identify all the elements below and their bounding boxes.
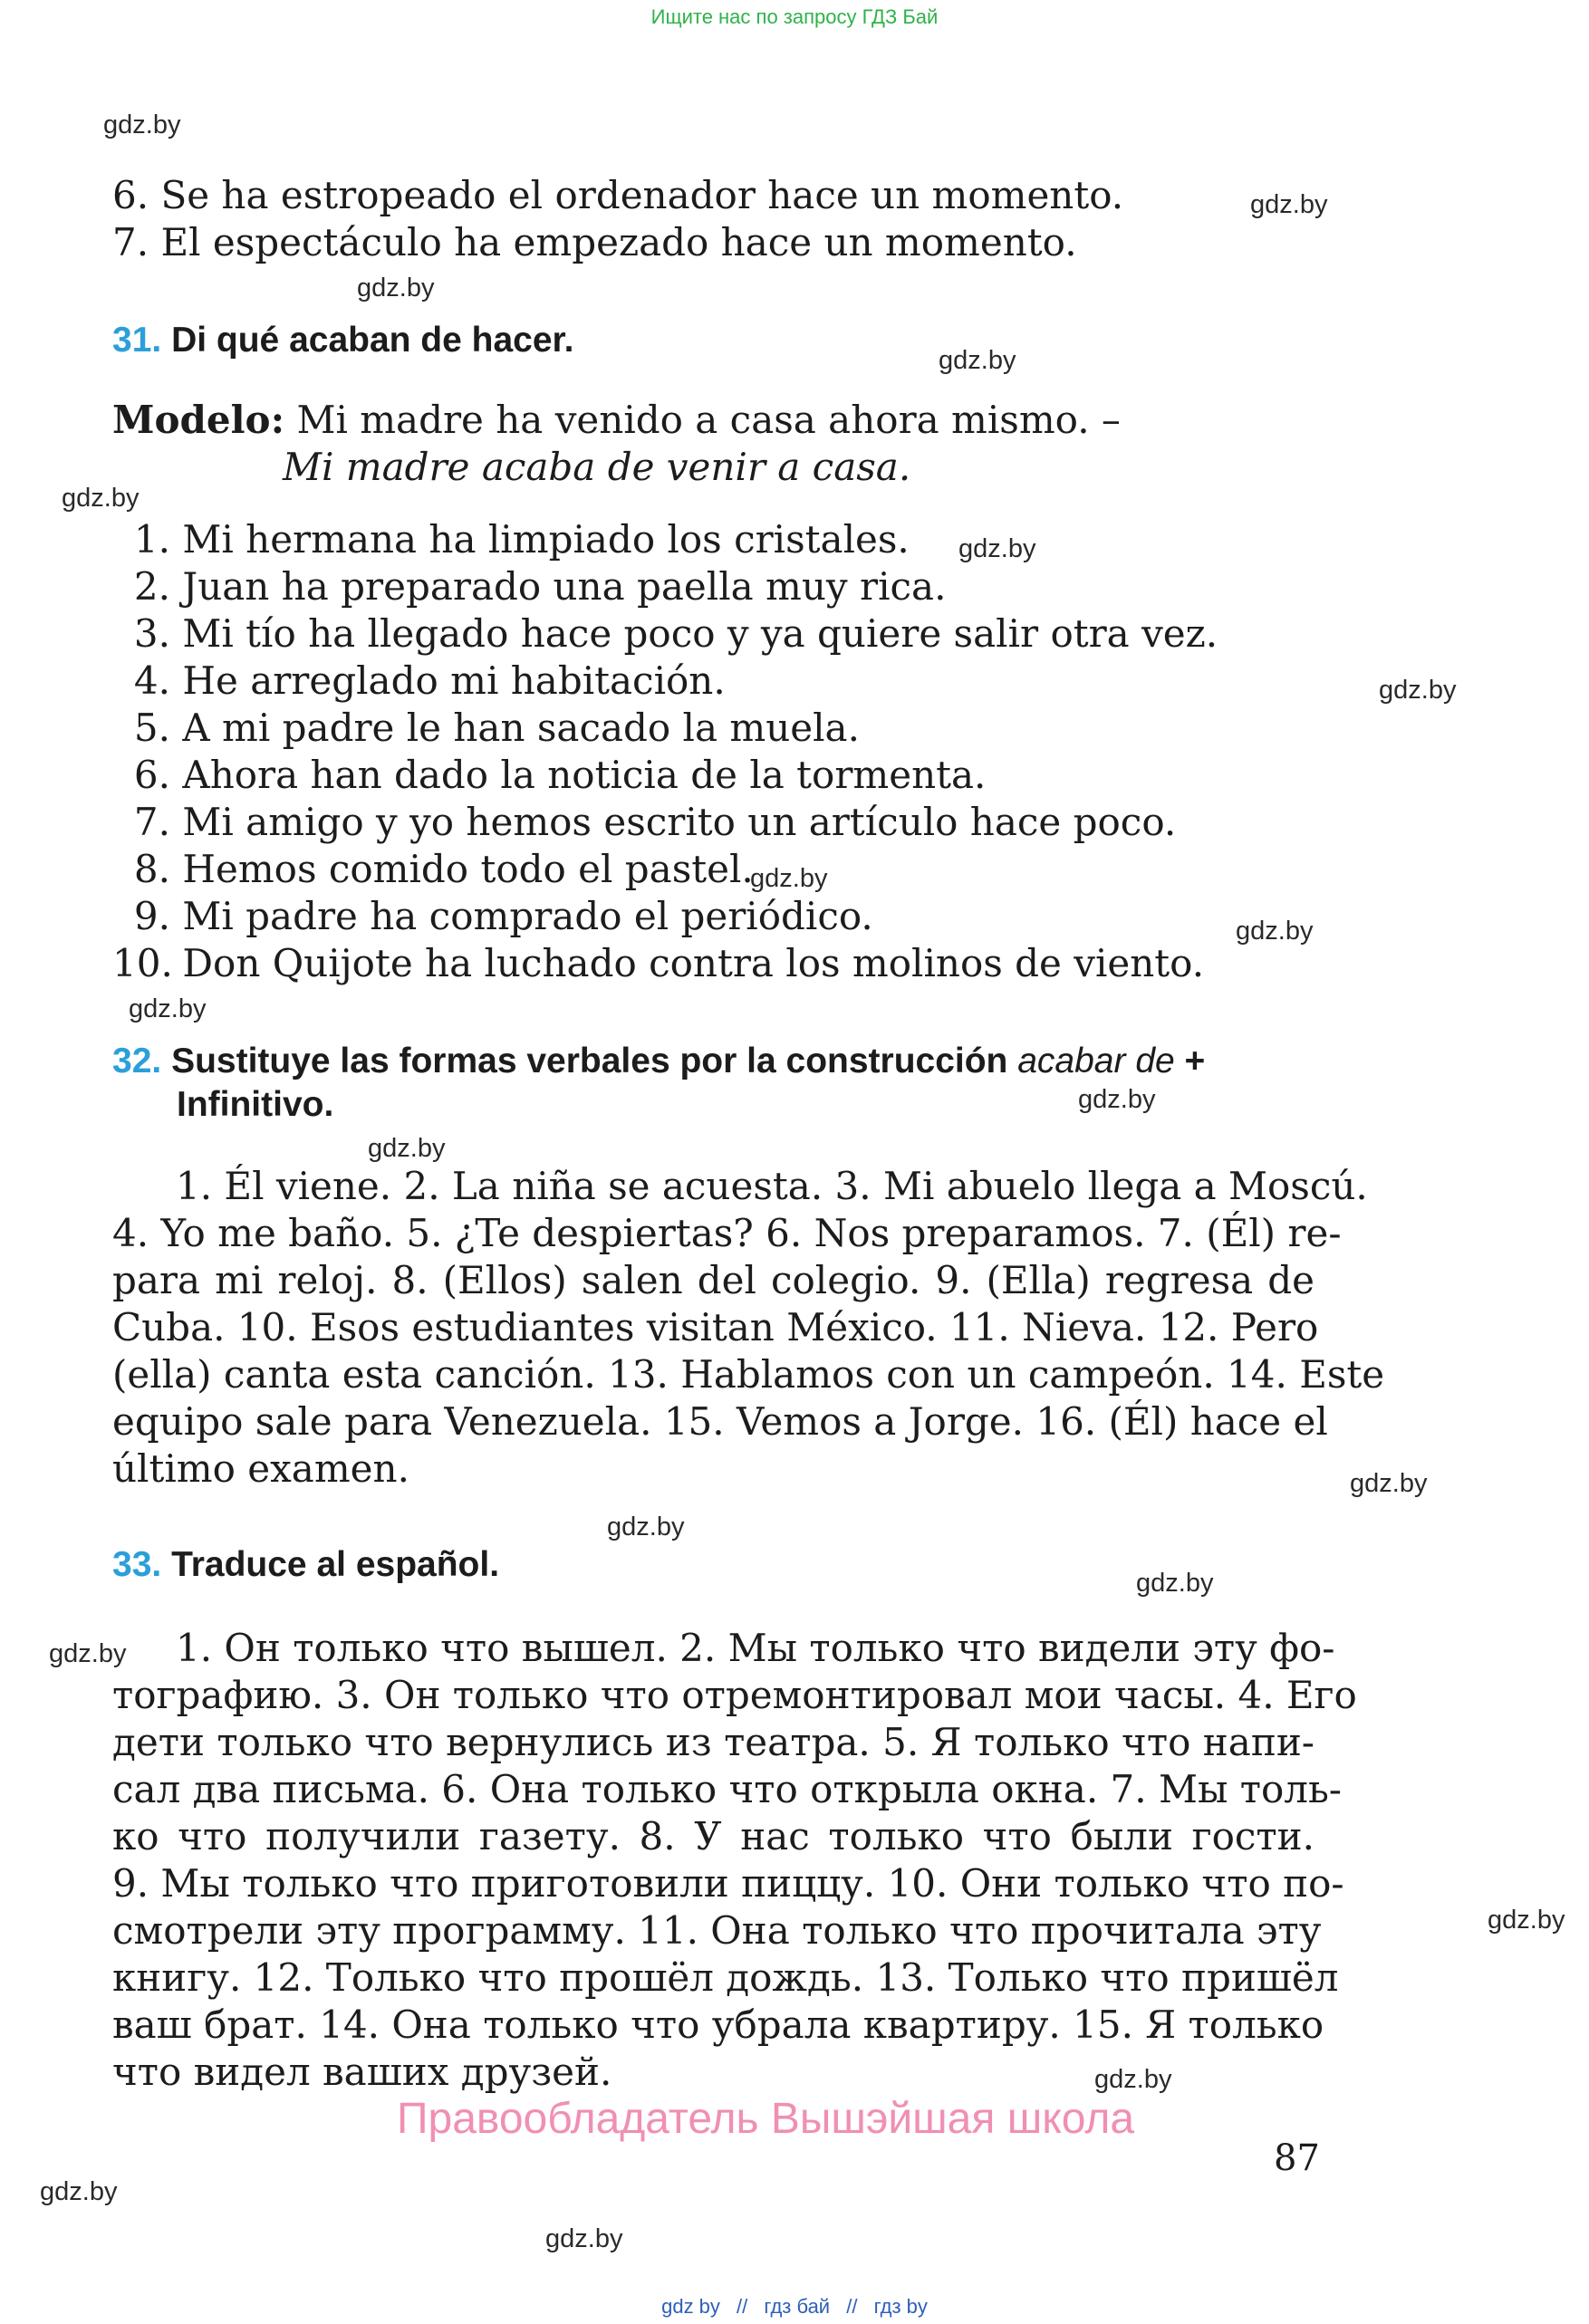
list-item: 7. El espectáculo ha empezado hace un momento. bbox=[112, 220, 1077, 264]
watermark: gdz.by bbox=[357, 274, 435, 303]
watermark: gdz.by bbox=[103, 110, 181, 139]
exercise-number: 31. bbox=[112, 321, 162, 360]
exercise-title: Traduce al español. bbox=[171, 1545, 500, 1584]
paragraph-line: тографию. 3. Он только что отремонтировал мои часы. 4. Его bbox=[112, 1673, 1357, 1717]
watermark: gdz.by bbox=[1078, 1085, 1156, 1114]
top-banner: Ищите нас по запросу ГДЗ Бай bbox=[650, 5, 939, 28]
watermark: gdz.by bbox=[958, 534, 1036, 563]
paragraph-line: último examen. bbox=[112, 1446, 409, 1491]
paragraph-line: сал два письма. 6. Она только что открыла окна. 7. Мы толь- bbox=[112, 1767, 1343, 1811]
paragraph-line: дети только что вернулись из театра. 5. Я только что напи- bbox=[112, 1720, 1315, 1764]
exercise-number: 33. bbox=[112, 1545, 162, 1584]
watermark: gdz.by bbox=[368, 1134, 446, 1163]
copyright-stamp: Правообладатель Вышэйшая школа bbox=[397, 2095, 1135, 2143]
watermark: gdz.by bbox=[1136, 1569, 1214, 1598]
watermark: gdz.by bbox=[1350, 1469, 1428, 1498]
exercise-31-heading bbox=[112, 321, 573, 360]
list-item: 6. Ahora han dado la noticia de la tormenta. bbox=[133, 753, 987, 797]
list-item: 4. He arreglado mi habitación. bbox=[133, 658, 726, 703]
list-item: 10. Don Quijote ha luchado contra los molinos de viento. bbox=[112, 941, 1205, 985]
paragraph-line: 1. Él viene. 2. La niña se acuesta. 3. Mi abuelo llega a Moscú. bbox=[176, 1164, 1368, 1208]
watermark: gdz.by bbox=[1379, 676, 1457, 705]
exercise-32-heading: 32. Sustituye las formas verbales por la construcción acabar de + bbox=[112, 1042, 1206, 1080]
paragraph-line: ваш брат. 14. Она только что убрала квартиру. 15. Я только bbox=[112, 2002, 1324, 2047]
exercise-33-heading bbox=[112, 1545, 499, 1585]
modelo-answer: Mi madre acaba de venir a casa. bbox=[283, 445, 911, 489]
list-item: 6. Se ha estropeado el ordenador hace un momento. bbox=[112, 173, 1124, 217]
watermark: gdz.by bbox=[1250, 190, 1328, 219]
list-item: 5. A mi padre le han sacado la muela. bbox=[133, 706, 860, 750]
watermark: gdz.by bbox=[939, 346, 1016, 375]
watermark: gdz.by bbox=[607, 1513, 685, 1541]
exercise-title: Di qué acaban de hacer. bbox=[171, 321, 574, 360]
list-item: 8. Hemos comido todo el pastel. bbox=[133, 847, 754, 891]
footer-link[interactable]: гдз бай bbox=[764, 2295, 831, 2318]
paragraph-line: 9. Мы только что приготовили пиццу. 10. Они только что по- bbox=[112, 1861, 1344, 1906]
watermark: gdz.by bbox=[1094, 2065, 1172, 2094]
modelo-line bbox=[112, 397, 1121, 444]
watermark: gdz.by bbox=[129, 994, 207, 1023]
watermark: gdz.by bbox=[1236, 917, 1314, 946]
paragraph-line: (ella) canta esta canción. 13. Hablamos con un campeón. 14. Este bbox=[112, 1352, 1385, 1397]
paragraph-line: 1. Он только что вышел. 2. Мы только что видели эту фо- bbox=[176, 1626, 1335, 1670]
modelo-label: Modelo: bbox=[112, 398, 285, 442]
list-item: 9. Mi padre ha comprado el periódico. bbox=[133, 894, 873, 938]
list-item: 1. Mi hermana ha limpiado los cristales. bbox=[133, 517, 910, 562]
footer-link[interactable]: gdz by bbox=[661, 2295, 720, 2318]
footer-separator: // bbox=[846, 2295, 858, 2318]
paragraph-line: ко что получили газету. 8. У нас только что были гости. bbox=[112, 1814, 1315, 1858]
footer-separator: // bbox=[737, 2295, 748, 2318]
watermark: gdz.by bbox=[62, 484, 140, 513]
watermark: gdz.by bbox=[1488, 1906, 1565, 1935]
bottom-links bbox=[0, 2295, 1589, 2319]
list-item: 7. Mi amigo y yo hemos escrito un artículo hace poco. bbox=[133, 800, 1177, 844]
watermark: gdz.by bbox=[40, 2177, 118, 2206]
paragraph-line: что видел ваших друзей. bbox=[112, 2050, 612, 2094]
paragraph-line: смотрели эту программу. 11. Она только что прочитала эту bbox=[112, 1908, 1322, 1953]
watermark: gdz.by bbox=[750, 864, 828, 893]
exercise-32-heading-cont: Infinitivo. bbox=[177, 1085, 334, 1124]
paragraph-line: Cuba. 10. Esos estudiantes visitan México. 11. Nieva. 12. Pero bbox=[112, 1305, 1319, 1349]
watermark: gdz.by bbox=[545, 2224, 623, 2253]
modelo-sentence: Mi madre ha venido a casa ahora mismo. – bbox=[296, 398, 1121, 442]
page-number: 87 bbox=[1274, 2137, 1320, 2179]
paragraph-line: книгу. 12. Только что прошёл дождь. 13. Только что пришёл bbox=[112, 1955, 1339, 2000]
list-item: 3. Mi tío ha llegado hace poco y ya quiere salir otra vez. bbox=[133, 611, 1218, 656]
footer-link[interactable]: гдз by bbox=[873, 2295, 928, 2318]
exercise-number: 32. bbox=[112, 1042, 162, 1080]
paragraph-line: 4. Yo me baño. 5. ¿Te despiertas? 6. Nos preparamos. 7. (Él) re- bbox=[112, 1211, 1342, 1255]
watermark: gdz.by bbox=[49, 1639, 127, 1668]
list-item: 2. Juan ha preparado una paella muy rica. bbox=[133, 564, 947, 609]
paragraph-line: equipo sale para Venezuela. 15. Vemos a Jorge. 16. (Él) hace el bbox=[112, 1399, 1328, 1444]
paragraph-line: para mi reloj. 8. (Ellos) salen del colegio. 9. (Ella) regresa de bbox=[112, 1258, 1315, 1302]
